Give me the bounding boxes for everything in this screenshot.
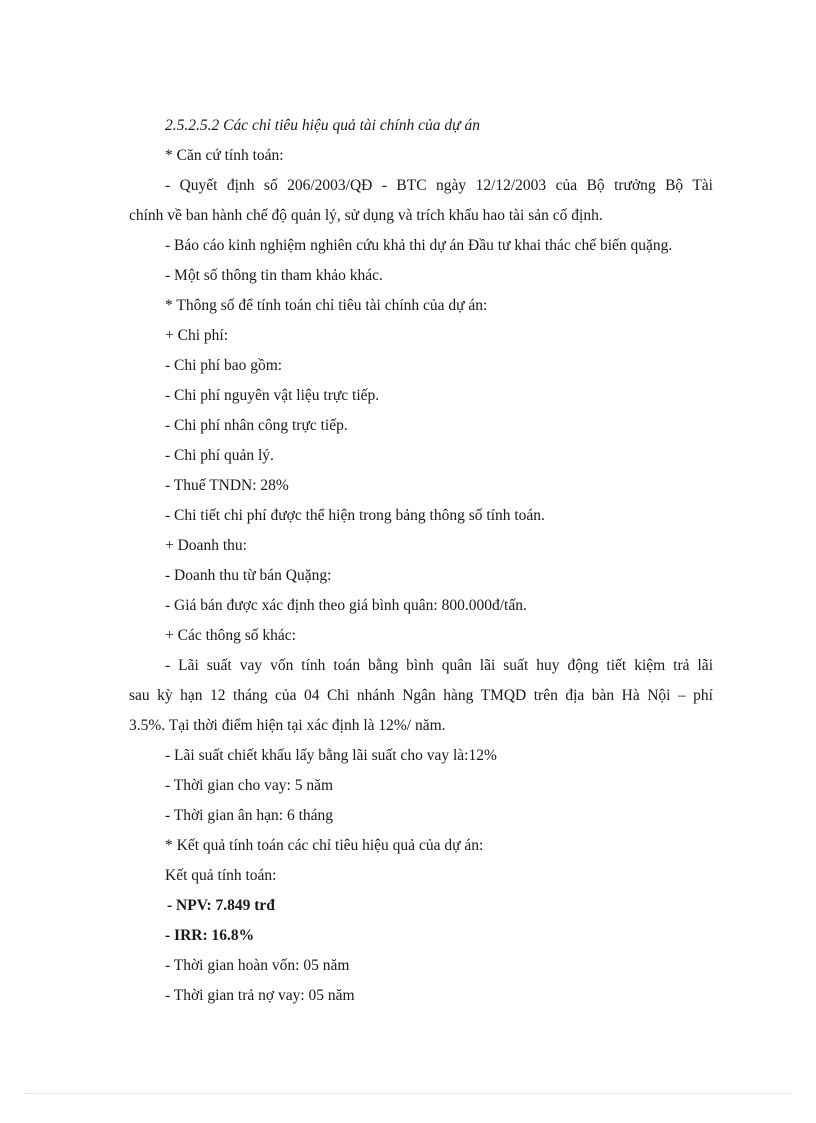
paragraph-line: - Quyết định số 206/2003/QĐ - BTC ngày 12/12/2003 của Bộ trưởng Bộ Tài: [165, 177, 713, 194]
paragraph-line: * Căn cứ tính toán:: [165, 147, 284, 164]
paragraph-line: * Thông số để tính toán chỉ tiêu tài chính của dự án:: [165, 297, 488, 314]
paragraph-line: - Chi phí nhân công trực tiếp.: [165, 417, 348, 434]
paragraph-line: - Báo cáo kinh nghiệm nghiên cứu khả thi dự án Đầu tư khai thác chế biến quặng.: [165, 237, 673, 254]
paragraph-line: - Chi tiết chi phí được thể hiện trong bảng thông số tính toán.: [165, 507, 545, 524]
paragraph-line: - Thời gian hoàn vốn: 05 năm: [165, 957, 350, 974]
paragraph-line: - Thời gian trả nợ vay: 05 năm: [165, 987, 355, 1004]
paragraph-line: + Doanh thu:: [165, 537, 247, 554]
paragraph-line: - Lãi suất vay vốn tính toán bằng bình quân lãi suất huy động tiết kiệm trả lãi: [165, 657, 713, 674]
paragraph-line: - Giá bán được xác định theo giá bình quân: 800.000đ/tấn.: [165, 597, 527, 614]
section-heading: 2.5.2.5.2 Các chỉ tiêu hiệu quả tài chính của dự án: [165, 117, 480, 134]
paragraph-line: sau kỳ hạn 12 tháng của 04 Chi nhánh Ngân hàng TMQD trên địa bàn Hà Nội – phí: [129, 687, 713, 704]
paragraph-line: - Một số thông tin tham khảo khác.: [165, 267, 383, 284]
paragraph-line: 3.5%. Tại thời điểm hiện tại xác định là 12%/ năm.: [129, 717, 446, 734]
paragraph-line: - Doanh thu từ bán Quặng:: [165, 567, 332, 584]
paragraph-line: Kết quả tính toán:: [165, 867, 277, 884]
paragraph-line: * Kết quả tính toán các chỉ tiêu hiệu quả của dự án:: [165, 837, 484, 854]
irr-result: - IRR: 16.8%: [165, 927, 255, 944]
paragraph-line: - Thời gian ân hạn: 6 tháng: [165, 807, 334, 824]
document-body: [129, 111, 713, 1011]
paragraph-line: - Chi phí nguyên vật liệu trực tiếp.: [165, 387, 380, 404]
paragraph-line: - Chi phí bao gồm:: [165, 357, 283, 374]
paragraph-line: - Lãi suất chiết khấu lấy bằng lãi suất cho vay là:12%: [165, 747, 497, 764]
page-bottom-rule: [24, 1093, 792, 1094]
paragraph-line: + Các thông số khác:: [165, 627, 296, 644]
paragraph-line: + Chi phí:: [165, 327, 228, 344]
npv-result: - NPV: 7.849 trđ: [167, 897, 275, 914]
paragraph-line: chính về ban hành chế độ quản lý, sử dụng và trích khấu hao tài sản cố định.: [129, 207, 603, 224]
paragraph-line: - Thời gian cho vay: 5 năm: [165, 777, 334, 794]
paragraph-line: - Chi phí quản lý.: [165, 447, 274, 464]
paragraph-line: - Thuế TNDN: 28%: [165, 477, 289, 494]
